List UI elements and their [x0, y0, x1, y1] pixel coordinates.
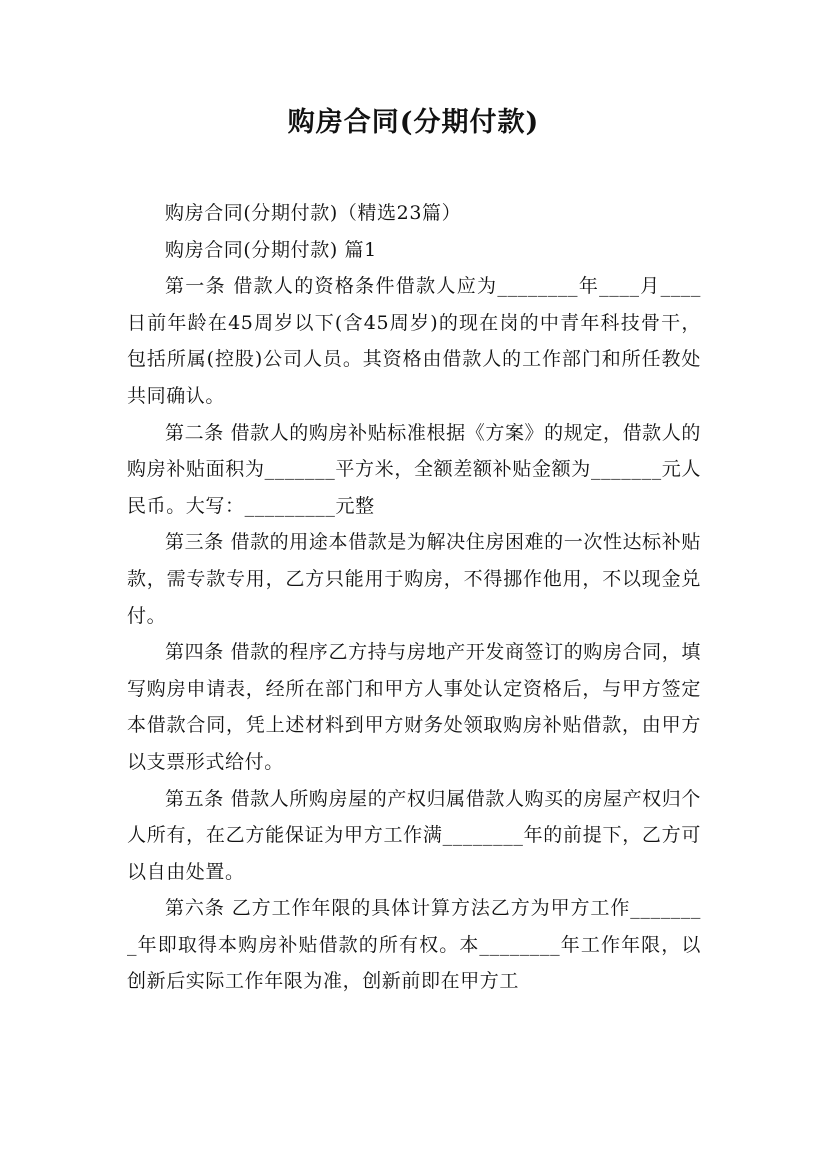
article-4: 第四条 借款的程序乙方持与房地产开发商签订的购房合同，填写购房申请表，经所在部门和甲方人事处认定资格后，与甲方签定本借款合同，凭上述材料到甲方财务处领取购房补贴借款，由甲方以支票形式给付。 [127, 641, 701, 773]
section-heading: 购房合同(分期付款) 篇1 [165, 238, 377, 261]
document-title: 购房合同(分期付款) [287, 107, 540, 138]
article-5: 第五条 借款人所购房屋的产权归属借款人购买的房屋产权归个人所有，在乙方能保证为甲方工作满________年的前提下，乙方可以自由处置。 [127, 787, 701, 883]
article-3: 第三条 借款的用途本借款是为解决住房困难的一次性达标补贴款，需专款专用，乙方只能用于购房，不得挪作他用，不以现金兑付。 [127, 531, 701, 627]
article-2: 第二条 借款人的购房补贴标准根据《方案》的规定，借款人的购房补贴面积为_______平方米，全额差额补贴金额为_______元人民币。大写：_________元整 [127, 421, 701, 517]
article-6: 第六条 乙方工作年限的具体计算方法乙方为甲方工作________年即取得本购房补贴借款的所有权。本________年工作年限，以创新后实际工作年限为准，创新前即在甲方工 [127, 897, 701, 993]
document-subtitle: 购房合同(分期付款)（精选23篇） [165, 202, 462, 224]
document-body [127, 195, 701, 1000]
article-1: 第一条 借款人的资格条件借款人应为________年____月____日前年龄在45周岁以下(含45周岁)的现在岗的中青年科技骨干，包括所属(控股)公司人员。其资格由借款人的工作部门和所任教处共同确认。 [127, 275, 701, 407]
